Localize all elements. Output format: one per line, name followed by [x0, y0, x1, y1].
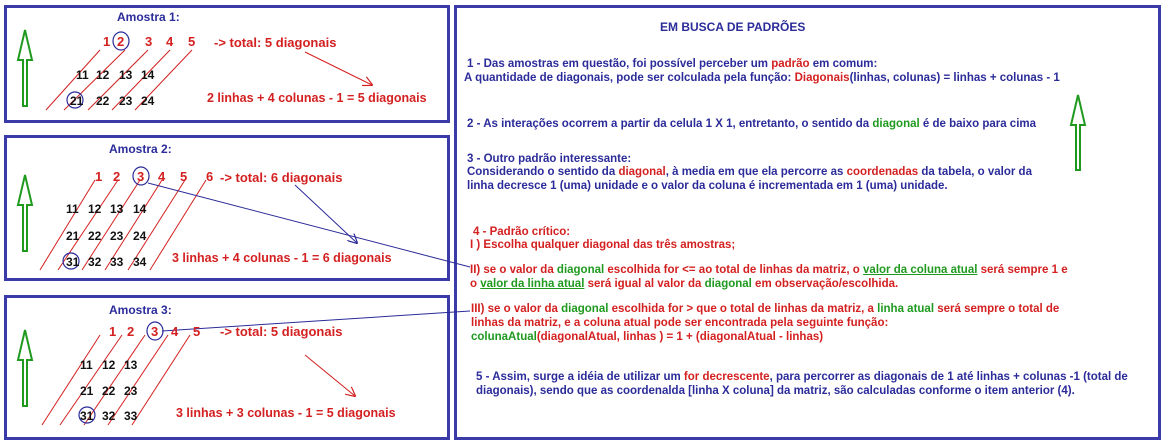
matrix-cell: 12	[88, 202, 102, 216]
matrix-cell: 23	[124, 384, 138, 398]
diagonal-number: 3	[151, 324, 159, 339]
green-up-arrow-icon	[1071, 95, 1085, 170]
diagonal-number: 4	[171, 324, 179, 339]
text-span: valor da linha atual	[480, 278, 585, 290]
text-span: será igual al valor da	[584, 278, 705, 290]
diagonal-number: 6	[206, 169, 214, 184]
paragraph-5-line-1	[476, 371, 1128, 383]
matrix-cell: 13	[110, 202, 124, 216]
diagonal-number: 2	[113, 169, 121, 184]
formula-text: 3 linhas + 4 colunas - 1 = 6 diagonais	[172, 251, 392, 265]
text-span: valor da coluna atual	[863, 264, 978, 276]
diagonal-number: 2	[127, 324, 135, 339]
text-span: padrão	[771, 58, 810, 70]
text-span: que o total de linhas da matriz, a	[693, 303, 878, 315]
total-diagonals: -> total: 5 diagonais	[214, 35, 337, 50]
pointer-arrow-3	[305, 355, 355, 396]
paragraph-4-iii-line-1	[471, 303, 1059, 315]
text-span: coordenadas	[846, 166, 919, 178]
text-span: é de baixo para cima	[919, 118, 1037, 130]
text-span: (linhas, colunas) = linhas + colunas - 1	[849, 72, 1060, 84]
diagonal-number: 4	[166, 34, 174, 49]
text-span: colunaAtual	[471, 331, 537, 343]
matrix-cell: 32	[88, 255, 102, 269]
paragraph-1-line-2	[464, 72, 1060, 84]
paragraph-3-line-1: 3 - Outro padrão interessante:	[467, 153, 632, 165]
text-span: diagonal	[872, 118, 920, 130]
text-span: diagonal	[618, 166, 666, 178]
sample-title: Amostra 3:	[109, 303, 172, 317]
green-up-arrow-icon	[18, 175, 32, 251]
text-span: , para percorrer as diagonais de 1 até linhas + colunas -1 (total de	[769, 371, 1128, 383]
matrix-cell: 31	[66, 255, 80, 269]
total-diagonals: -> total: 6 diagonais	[220, 170, 343, 185]
pointer-arrow-2	[295, 185, 357, 243]
text-span: diagonal	[556, 264, 605, 276]
total-diagonals: -> total: 5 diagonais	[220, 324, 343, 339]
matrix-cell: 13	[119, 68, 133, 82]
matrix-cell: 22	[88, 229, 102, 243]
diagonal-number: 1	[109, 324, 117, 339]
paragraph-2	[467, 118, 1036, 130]
matrix-cell: 11	[76, 68, 89, 82]
matrix-cell: 21	[66, 229, 80, 243]
paragraph-3-line-3: linha decresce 1 (uma) unidade e o valor da coluna é incrementada em 1 (uma) unidade.	[467, 180, 948, 192]
text-span: for <=	[663, 264, 696, 276]
text-span: Considerando o sentido da	[467, 166, 619, 178]
paragraph-4-ii-line-1	[470, 264, 1068, 276]
paragraph-3-line-2	[467, 166, 1032, 178]
text-span: diagonal	[561, 303, 609, 315]
matrix-cell: 24	[141, 94, 155, 108]
text-span: da tabela, o valor da	[918, 166, 1032, 178]
text-span: III) se o valor da	[471, 303, 562, 315]
matrix-cell: 22	[102, 384, 116, 398]
paragraph-4-ii-line-2	[470, 278, 898, 290]
diagonal-number: 2	[117, 34, 125, 49]
text-span: for decrescente	[683, 371, 770, 383]
formula-text: 2 linhas + 4 colunas - 1 = 5 diagonais	[207, 91, 427, 105]
matrix-cell: 22	[96, 94, 110, 108]
matrix-cell: 11	[66, 202, 79, 216]
matrix-cell: 33	[110, 255, 124, 269]
diagonal-number: 3	[137, 169, 145, 184]
text-span: ao total de linhas da matriz, o	[695, 264, 864, 276]
matrix-cell: 21	[70, 94, 84, 108]
text-span: 2 - As interações ocorrem a partir da celula 1 X 1, entretanto, o sentido da	[467, 118, 873, 130]
text-span: Diagonais	[794, 72, 850, 84]
diagonal-number: 4	[158, 169, 166, 184]
text-span: 1 - Das amostras em questão, foi possível perceber um	[467, 58, 772, 70]
matrix-cell: 14	[133, 202, 147, 216]
paragraph-4-iii-line-2: linhas da matriz, e a coluna atual pode ser encontrada pela seguinte função:	[471, 317, 889, 329]
paragraph-5-line-2: diagonais), sendo que as coordenalda [linha X coluna] da matriz, são calculadas conforme o item anterior (4).	[476, 385, 1075, 397]
matrix-cell: 12	[96, 68, 110, 82]
text-span: escolhida	[604, 264, 664, 276]
matrix-cell: 34	[133, 255, 147, 269]
paragraph-4-line-1: 4 - Padrão crítico:	[473, 226, 571, 238]
matrix-cell: 12	[102, 358, 116, 372]
paragraph-1-line-1	[467, 58, 877, 70]
diagonal-lines-sample-3	[42, 335, 190, 425]
diagonal-number: 5	[188, 34, 196, 49]
sample-title: Amostra 2:	[109, 142, 172, 156]
diagonal-number: 5	[193, 324, 201, 339]
text-span: A quantidade de diagonais, pode ser colculada pela função:	[464, 72, 795, 84]
text-span: II) se o valor da	[470, 264, 557, 276]
panel-title: EM BUSCA DE PADRÕES	[660, 20, 806, 34]
text-span: , à media em que ela percorre as	[665, 166, 847, 178]
text-span: (diagonalAtual, linhas ) = 1 + (diagonalAtual - linhas)	[536, 331, 824, 343]
diagonal-number: 5	[180, 169, 188, 184]
matrix-cell: 23	[110, 229, 124, 243]
text-span: será sempre o total de	[934, 303, 1060, 315]
pointer-arrow-1	[305, 52, 372, 85]
text-span: diagonal	[704, 278, 752, 290]
matrix-cell: 31	[80, 409, 94, 423]
diagonal-number: 1	[95, 169, 103, 184]
text-span: escolhida	[608, 303, 668, 315]
matrix-cell: 24	[133, 229, 147, 243]
matrix-cell: 21	[80, 384, 94, 398]
text-span: o	[470, 278, 481, 290]
sample-title: Amostra 1:	[117, 10, 180, 24]
matrix-cell: 32	[102, 409, 116, 423]
diagonal-number: 3	[145, 34, 153, 49]
text-span: em comum:	[809, 58, 878, 70]
text-span: linha atual	[877, 303, 935, 315]
paragraph-4-line-2: I ) Escolha qualquer diagonal das três amostras;	[470, 239, 736, 251]
matrix-cell: 14	[141, 68, 155, 82]
formula-text: 3 linhas + 3 colunas - 1 = 5 diagonais	[176, 406, 396, 420]
text-span: em observação/escolhida.	[751, 278, 899, 290]
matrix-cell: 33	[124, 409, 138, 423]
green-up-arrow-icon	[18, 330, 32, 406]
matrix-cell: 23	[119, 94, 133, 108]
paragraph-4-iii-line-3	[471, 331, 823, 343]
diagonal-number: 1	[103, 34, 111, 49]
text-span: for >	[667, 303, 694, 315]
text-span: será sempre 1 e	[977, 264, 1068, 276]
text-span: 5 - Assim, surge a idéia de utilizar um	[476, 371, 684, 383]
green-up-arrow-icon	[18, 30, 32, 106]
matrix-cell: 13	[124, 358, 138, 372]
matrix-cell: 11	[80, 358, 93, 372]
